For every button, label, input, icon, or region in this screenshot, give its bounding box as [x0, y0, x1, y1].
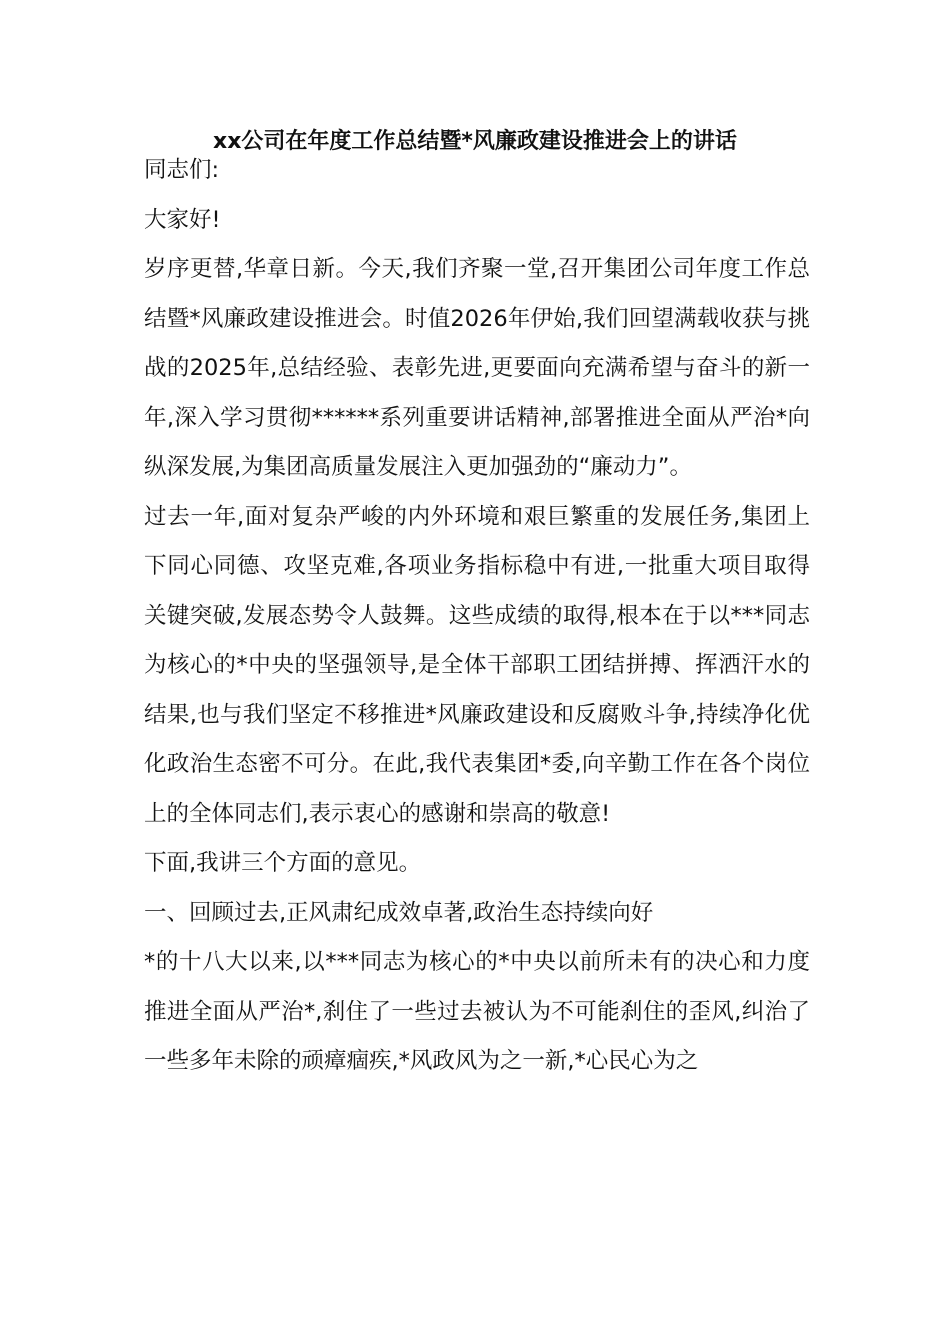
paragraph-opening: 岁序更替,华章日新。今天,我们齐聚一堂,召开集团公司年度工作总结暨*风廉政建设推进会。时值2026年伊始,我们回望满载收获与挑战的2025年,总结经验、表彰先进,更要面向充满希望与奋斗的新一年,深入学习贯彻******系列重要讲话精神,部署推进全面从严治*向纵深发展,为集团高质量发展注入更加强劲的“廉动力”。 [144, 256, 810, 480]
section-heading-1: 一、回顾过去,正风肃纪成效卓著,政治生态持续向好 [144, 899, 654, 926]
paragraph-outline: 下面,我讲三个方面的意见。 [144, 850, 422, 876]
greeting: 大家好! [144, 206, 221, 233]
document-title: xx公司在年度工作总结暨*风廉政建设推进会上的讲话 [213, 129, 737, 154]
salutation: 同志们: [144, 157, 220, 183]
paragraph-section-1: *的十八大以来,以***同志为核心的*中央以前所未有的决心和力度推进全面从严治*,刹住了一些过去被认为不可能刹住的歪风,纠治了一些多年未除的顽瘴痼疾,*风政风为之一新,*心民心为之 [144, 949, 810, 1074]
document-body [144, 146, 810, 1087]
paragraph-review: 过去一年,面对复杂严峻的内外环境和艰巨繁重的发展任务,集团上下同心同德、攻坚克难,各项业务指标稳中有进,一批重大项目取得关键突破,发展态势令人鼓舞。这些成绩的取得,根本在于以***同志为核心的*中央的坚强领导,是全体干部职工团结拼搏、挥洒汗水的结果,也与我们坚定不移推进*风廉政建设和反腐败斗争,持续净化优化政治生态密不可分。在此,我代表集团*委,向辛勤工作在各个岗位上的全体同志们,表示衷心的感谢和崇高的敬意! [144, 503, 810, 827]
